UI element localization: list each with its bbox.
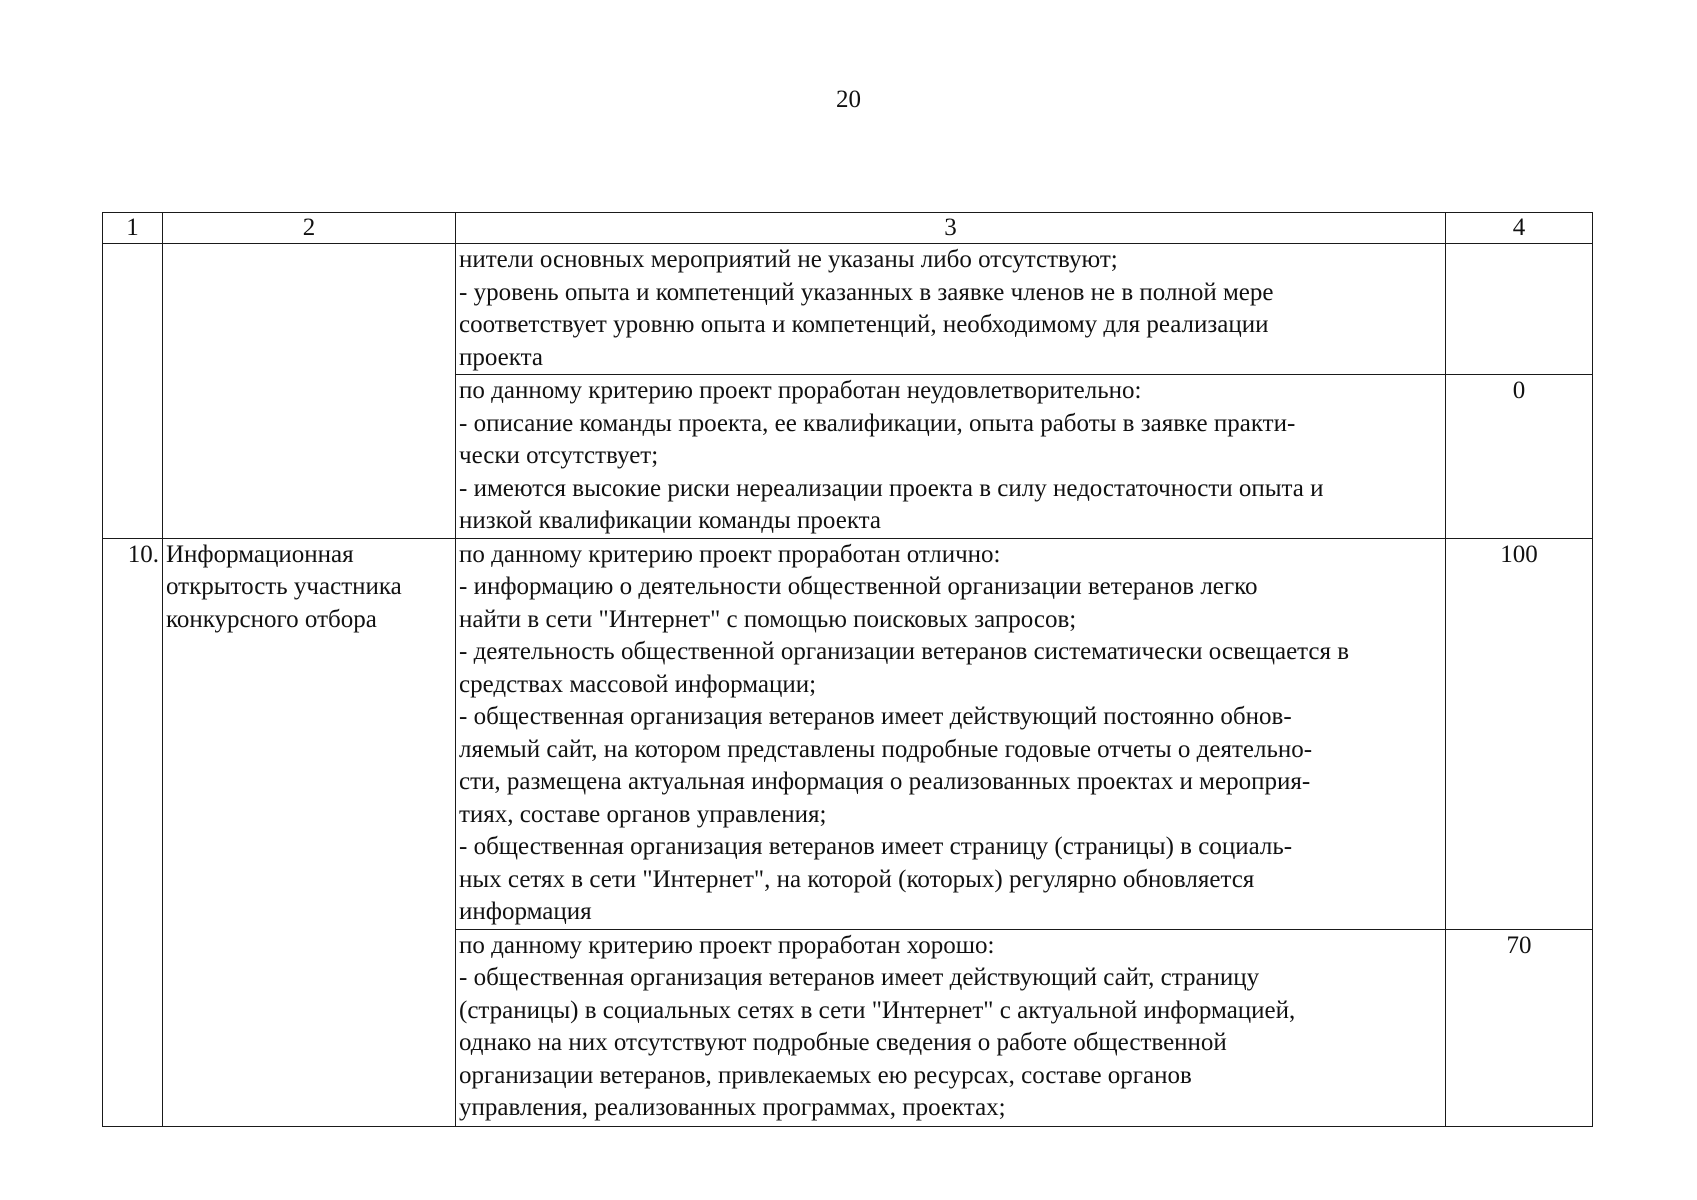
- description-line: ляемый сайт, на котором представлены подробные годовые отчеты о деятельно-: [459, 735, 1313, 763]
- description-line: - информацию о деятельности общественной организации ветеранов легко: [459, 573, 1258, 600]
- table-header-row: [103, 213, 1593, 244]
- score-cell: 100: [1446, 538, 1593, 929]
- header-col-3: 3: [456, 213, 1446, 244]
- description-line: - уровень опыта и компетенций указанных в заявке членов не в полной мере: [459, 278, 1274, 306]
- description-line: - общественная организация ветеранов имеет страницу (страницы) в социаль-: [459, 833, 1293, 860]
- description-line: сти, размещена актуальная информация о реализованных проектах и мероприя-: [459, 768, 1311, 795]
- criterion-name-line: конкурсного отбора: [166, 605, 377, 633]
- description-line: проекта: [459, 343, 543, 371]
- criterion-description-cell: [456, 244, 1446, 375]
- description-line: - общественная организация ветеранов имеет действующий сайт, страницу: [459, 964, 1260, 991]
- description-line: управления, реализованных программах, проектах;: [459, 1094, 1006, 1121]
- description-line: тиях, составе органов управления;: [459, 800, 827, 828]
- description-line: по данному критерию проект проработан неудовлетворительно:: [459, 377, 1142, 404]
- page-number: 20: [836, 86, 861, 113]
- criterion-name-line: открытость участника: [166, 573, 402, 600]
- criterion-name-line: Информационная: [166, 540, 354, 568]
- description-line: - имеются высокие риски нереализации проекта в силу недостаточности опыта и: [459, 474, 1324, 502]
- description-line: (страницы) в социальных сетях в сети "Интернет" с актуальной информацией,: [459, 996, 1296, 1024]
- criterion-name-cell: [163, 244, 456, 539]
- header-col-2: 2: [163, 213, 456, 244]
- description-line: низкой квалификации команды проекта: [459, 507, 881, 534]
- description-line: однако на них отсутствуют подробные сведения о работе общественной: [459, 1029, 1227, 1056]
- description-line: по данному критерию проект проработан отлично:: [459, 540, 1001, 568]
- description-line: чески отсутствует;: [459, 442, 659, 469]
- criteria-table: [102, 212, 1593, 1127]
- header-col-4: 4: [1446, 213, 1593, 244]
- score-cell: [1446, 244, 1593, 375]
- description-line: средствах массовой информации;: [459, 670, 817, 698]
- description-line: информация: [459, 898, 592, 925]
- criterion-description-cell: [456, 375, 1446, 539]
- description-line: найти в сети "Интернет" с помощью поисковых запросов;: [459, 605, 1077, 633]
- description-line: организации ветеранов, привлекаемых ею ресурсах, составе органов: [459, 1061, 1192, 1089]
- criterion-number-cell: 10.: [103, 538, 163, 1126]
- criterion-description-cell: [456, 929, 1446, 1126]
- criterion-number-cell: [103, 244, 163, 539]
- criterion-name-cell: [163, 538, 456, 1126]
- description-line: соответствует уровню опыта и компетенций, необходимому для реализации: [459, 311, 1269, 338]
- header-col-1: 1: [103, 213, 163, 244]
- description-line: по данному критерию проект проработан хорошо:: [459, 931, 995, 959]
- description-line: ных сетях в сети "Интернет", на которой (которых) регулярно обновляется: [459, 865, 1255, 893]
- criterion-description-cell: [456, 538, 1446, 929]
- description-line: - общественная организация ветеранов имеет действующий постоянно обнов-: [459, 703, 1292, 730]
- description-line: - деятельность общественной организации ветеранов систематически освещается в: [459, 638, 1350, 665]
- score-cell: 70: [1446, 929, 1593, 1126]
- table-row: [103, 244, 1593, 375]
- description-line: - описание команды проекта, ее квалификации, опыта работы в заявке практи-: [459, 409, 1296, 437]
- table-row: [103, 538, 1593, 929]
- score-cell: 0: [1446, 375, 1593, 539]
- description-line: нители основных мероприятий не указаны либо отсутствуют;: [459, 246, 1118, 273]
